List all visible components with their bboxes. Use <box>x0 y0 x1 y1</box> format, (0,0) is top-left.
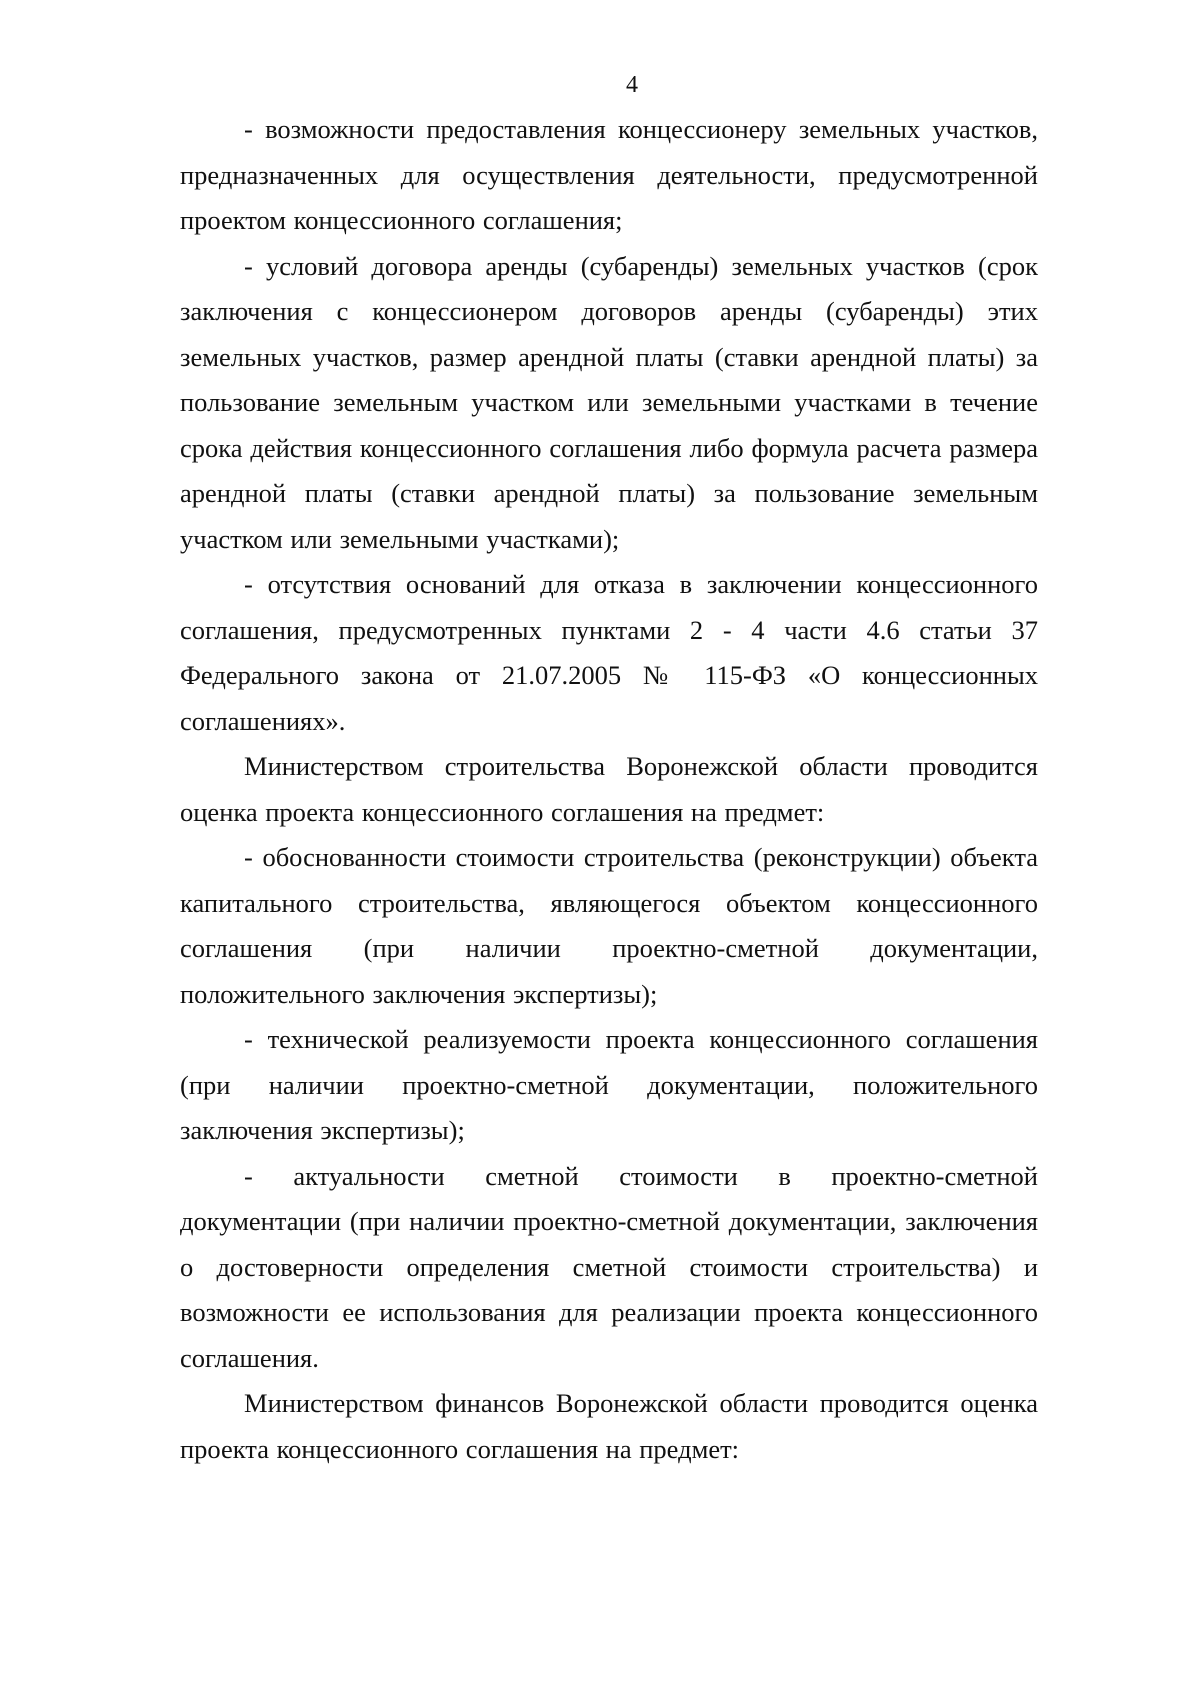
paragraph-land-plots: - возможности предоставления концессионеру земельных участков, предназначенных для осуществления деятельности, предусмотренной проектом концессионного соглашения; <box>180 114 1038 235</box>
paragraph-lease-terms: - условий договора аренды (субаренды) земельных участков (срок заключения с концессионером договоров аренды (субаренды) этих земельных участков, размер арендной платы (ставки арендной платы) за пользование земельным участком или земельными участками в течение срока действия концессионного соглашения либо формула расчета размера арендной платы (ставки арендной платы) за пользование земельным участком или земельными участками); <box>180 250 1038 554</box>
paragraph-construction-ministry: Министерством строительства Воронежской области проводится оценка проекта концессионного соглашения на предмет: <box>180 751 1038 827</box>
paragraph-refusal-grounds: - отсутствия оснований для отказа в заключении концессионного соглашения, предусмотренных пунктами 2 - 4 части 4.6 статьи 37 Федерального закона от 21.07.2005 № 115-ФЗ «О концессионных соглашениях». <box>180 569 1038 736</box>
paragraph-technical-feasibility: - технической реализуемости проекта концессионного соглашения (при наличии проектно-сметной документации, положительного заключения экспертизы); <box>180 1024 1038 1145</box>
document-body <box>180 107 1038 1472</box>
paragraph-estimate-relevance: - актуальности сметной стоимости в проектно-сметной документации (при наличии проектно-сметной документации, заключения о достоверности определения сметной стоимости строительства) и возможности ее использования для реализации проекта концессионного соглашения. <box>180 1160 1038 1373</box>
paragraph-cost-justification: - обоснованности стоимости строительства (реконструкции) объекта капитального строительства, являющегося объектом концессионного соглашения (при наличии проектно-сметной документации, положительного заключения экспертизы); <box>180 842 1038 1009</box>
page-number: 4 <box>626 72 638 98</box>
paragraph-finance-ministry: Министерством финансов Воронежской области проводится оценка проекта концессионного соглашения на предмет: <box>180 1388 1038 1464</box>
